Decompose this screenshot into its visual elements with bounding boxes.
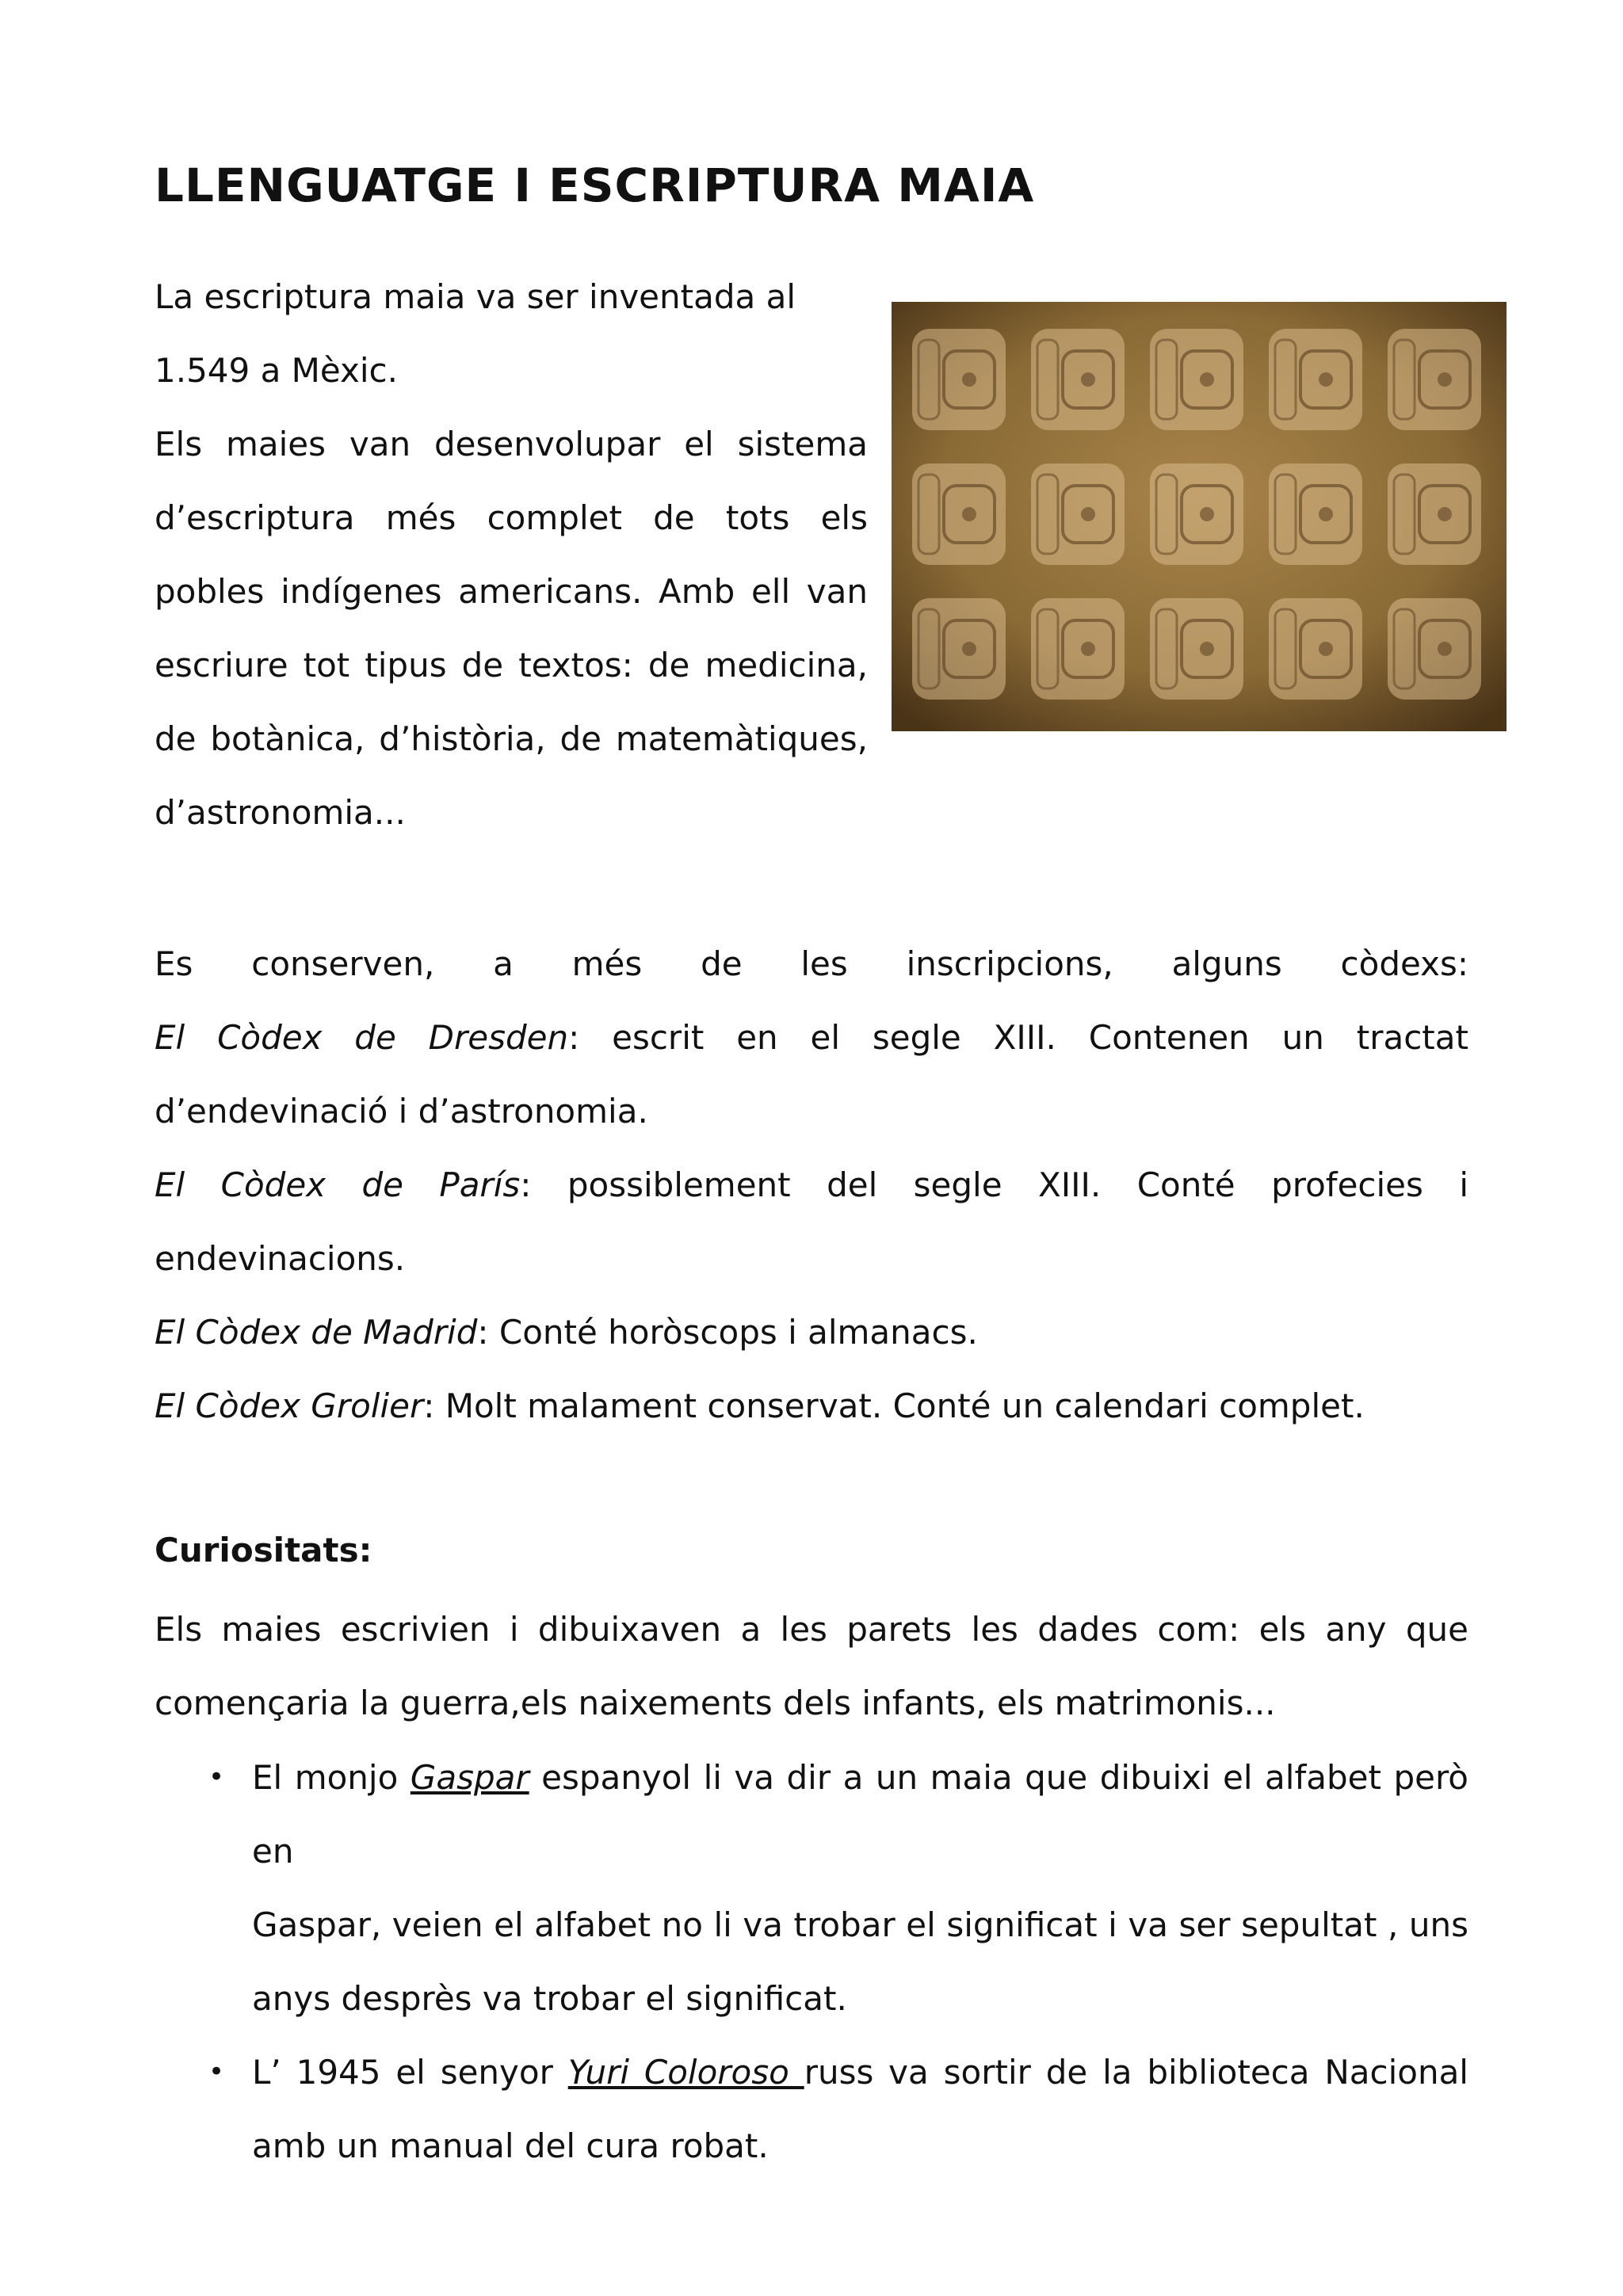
codex-dresden-line-2: d’endevinació i d’astronomia. <box>155 1092 648 1131</box>
codex-madrid-text: : Conté horòscops i almanacs. <box>477 1313 978 1352</box>
intro-line: 1.549 a Mèxic. <box>155 351 398 390</box>
glyph-block <box>1031 329 1125 430</box>
intro-line: d’astronomia... <box>155 793 406 832</box>
intro-paragraph <box>155 260 868 849</box>
codex-dresden-title: El Còdex de Dresden <box>155 1018 569 1057</box>
maya-glyphs-image <box>892 302 1507 731</box>
maya-glyphs-illustration <box>892 302 1507 731</box>
bullet-text: espanyol li va dir a un maia que dibuixi el alfabet però en <box>252 1758 1468 1871</box>
list-item <box>208 1741 1468 2035</box>
codices-intro-line: Es conserven, a més de les inscripcions, alguns còdexs: <box>155 944 1468 983</box>
page-title: LLENGUATGE I ESCRIPTURA MAIA <box>155 158 1035 212</box>
glyph-block <box>1269 329 1362 430</box>
glyph-block <box>1388 598 1481 700</box>
bullet-icon: • <box>208 2056 225 2088</box>
glyph-block <box>912 598 1006 700</box>
codex-madrid-title: El Còdex de Madrid <box>155 1313 478 1352</box>
bullet-line <box>252 1741 1468 1888</box>
glyph-block <box>1031 463 1125 565</box>
yuri-coloroso-link[interactable]: Yuri Coloroso <box>567 2053 804 2092</box>
glyph-block <box>912 329 1006 430</box>
codex-grolier-text: : Molt malament conservat. Conté un calendari complet. <box>423 1386 1365 1425</box>
bullet-icon: • <box>208 1761 225 1793</box>
codex-grolier-title: El Còdex Grolier <box>155 1386 424 1425</box>
intro-line: Els maies van desenvolupar el sistema <box>155 425 868 463</box>
intro-line: d’escriptura més complet de tots els <box>155 498 868 537</box>
gaspar-link[interactable]: Gaspar <box>410 1758 529 1797</box>
codex-madrid-line <box>155 1295 1468 1369</box>
list-item <box>208 2035 1468 2183</box>
bullet-line <box>252 2035 1468 2109</box>
bullet-text: L’ 1945 el senyor <box>252 2053 568 2092</box>
intro-line: escriure tot tipus de textos: de medicina, <box>155 646 868 685</box>
codex-paris-title: El Còdex de París <box>155 1165 521 1204</box>
curiosities-paragraph <box>155 1592 1468 1740</box>
codices-paragraph <box>155 927 1468 1443</box>
codex-dresden-line <box>155 1001 1468 1074</box>
glyph-block <box>1269 463 1362 565</box>
glyph-block <box>1150 329 1243 430</box>
curiosities-line: començaria la guerra,els naixements dels infants, els matrimonis... <box>155 1684 1276 1722</box>
glyph-block <box>1150 463 1243 565</box>
bullet-line: anys desprès va trobar el significat. <box>252 1979 847 2018</box>
bullet-line: Gaspar, veien el alfabet no li va trobar el significat i va ser sepultat , uns <box>252 1905 1468 1944</box>
intro-line: La escriptura maia va ser inventada al <box>155 277 796 316</box>
curiosities-list <box>208 1741 1468 2183</box>
glyph-block <box>1269 598 1362 700</box>
codex-paris-text: : possiblement del segle XIII. Conté profecies i <box>520 1165 1468 1204</box>
codex-dresden-text: : escrit en el segle XIII. Contenen un tractat <box>568 1018 1468 1057</box>
codex-grolier-line <box>155 1369 1468 1443</box>
glyph-block <box>1388 329 1481 430</box>
intro-line: de botànica, d’història, de matemàtiques, <box>155 719 868 758</box>
curiosities-line: Els maies escrivien i dibuixaven a les parets les dades com: els any que <box>155 1610 1468 1649</box>
codex-paris-line <box>155 1148 1468 1222</box>
glyph-block <box>1388 463 1481 565</box>
bullet-line: amb un manual del cura robat. <box>252 2126 769 2165</box>
bullet-text: El monjo <box>252 1758 411 1797</box>
bullet-text: russ va sortir de la biblioteca Nacional <box>804 2053 1468 2092</box>
glyph-block <box>912 463 1006 565</box>
glyph-block <box>1031 598 1125 700</box>
glyph-block <box>1150 598 1243 700</box>
codex-paris-line-2: endevinacions. <box>155 1239 406 1278</box>
curiosities-heading: Curiositats: <box>155 1531 372 1569</box>
intro-line: pobles indígenes americans. Amb ell van <box>155 572 868 611</box>
